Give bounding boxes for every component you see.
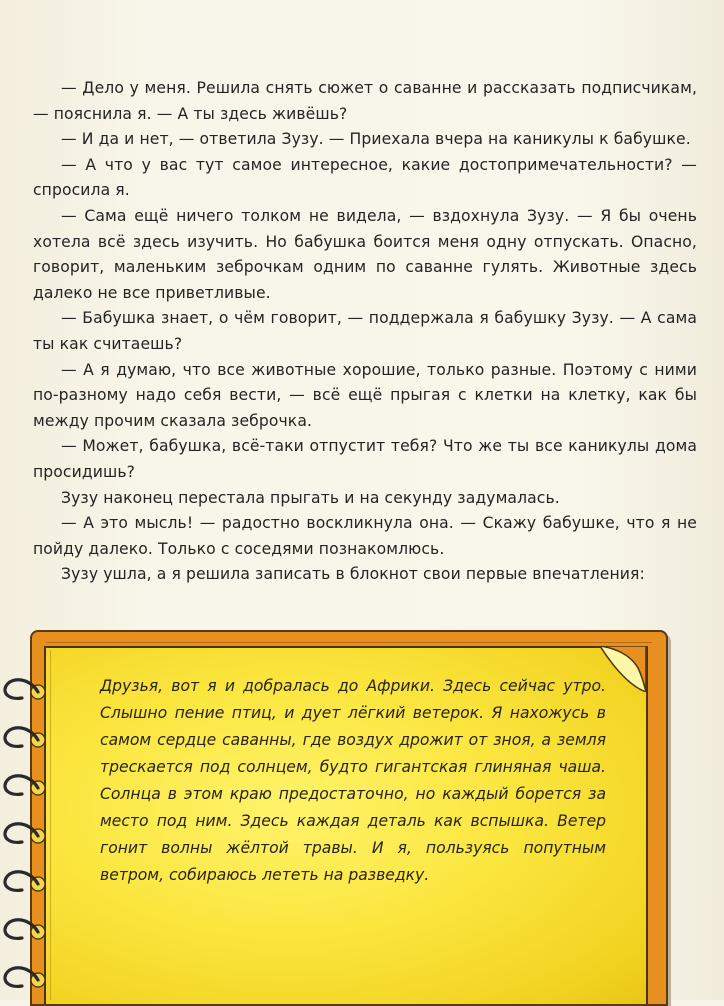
paragraph: — А это мысль! — радостно воскликнула она. — Скажу бабушке, что я не пойду далеко. Только с соседями познакомлюсь.: [33, 514, 697, 558]
notebook-text: [100, 673, 606, 889]
notebook-paragraph: Друзья, вот я и добралась до Африки. Здесь сейчас утро. Слышно пение птиц, и дует лёгкий ветерок. Я нахожусь в самом сердце саванны, где воздух дрожит от зноя, а земля трескается под солнцем, будто гигантская глиняная чаша. Солнца в этом краю предостаточно, но каждый борется за место под ним. Здесь каждая деталь как вспышка. Ветер гонит волны жёлтой травы. И я, пользуясь попутным ветром, собираюсь лететь на разведку.: [100, 677, 606, 884]
paragraph: — Бабушка знает, о чём говорит, — поддержала я бабушку Зузу. — А сама ты как считаешь?: [33, 309, 697, 353]
paragraph: — И да и нет, — ответила Зузу. — Приехала вчера на каникулы к бабушке.: [61, 130, 691, 149]
spiral-ring-icon: [0, 676, 50, 704]
spiral-ring-icon: [0, 916, 50, 944]
spiral-ring-icon: [0, 868, 50, 896]
story-text: [33, 76, 697, 588]
spiral-ring-icon: [0, 820, 50, 848]
spiral-ring-icon: [0, 772, 50, 800]
paragraph: — Может, бабушка, всё-таки отпустит тебя? Что же ты все каникулы дома просидишь?: [33, 437, 697, 481]
spiral-ring-icon: [0, 724, 50, 752]
paragraph: — Дело у меня. Решила снять сюжет о саванне и рассказать подписчикам, — пояснила я. — А ты здесь живёшь?: [33, 79, 697, 123]
paragraph: Зузу ушла, а я решила записать в блокнот свои первые впечатления:: [61, 565, 645, 584]
spiral-ring-icon: [0, 964, 50, 992]
paragraph: — А что у вас тут самое интересное, какие достопримечательности? — спросила я.: [33, 155, 697, 200]
page-curl-icon: [600, 646, 646, 692]
notebook: [30, 630, 664, 1002]
paragraph: — Сама ещё ничего толком не видела, — вздохнула Зузу. — Я бы очень хотела всё здесь изучить. Но бабушка боится меня одну отпускать. Опасно, говорит, маленьким зеброчкам одним по саванне гулять. Животные здесь далеко не все приветливые.: [33, 206, 697, 302]
paragraph: — А я думаю, что все животные хорошие, только разные. Поэтому с ними по-разному надо себя вести, — всё ещё прыгая с клетки на клетку, как бы между прочим сказала зеброчка.: [33, 360, 697, 430]
paragraph: Зузу наконец перестала прыгать и на секунду задумалась.: [61, 488, 560, 507]
